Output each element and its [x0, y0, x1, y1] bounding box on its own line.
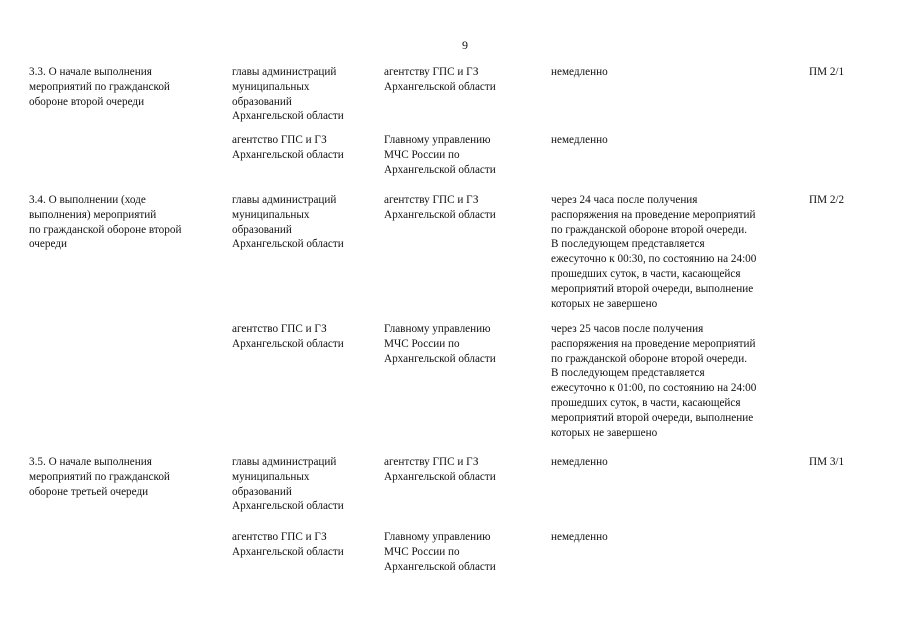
table-cell-event: 3.3. О начале выполнения мероприятий по гражданской обороне второй очереди	[29, 66, 170, 108]
table-cell-event: 3.4. О выполнении (ходе выполнения) мероприятий по гражданской обороне второй очереди	[29, 194, 182, 251]
table-cell-recipient: агентству ГПС и ГЗ Архангельской области	[384, 194, 496, 221]
table-cell-code: ПМ 2/1	[809, 66, 845, 78]
table-cell-deadline: немедленно	[551, 134, 608, 146]
table-cell-recipient: агентству ГПС и ГЗ Архангельской области	[384, 456, 496, 483]
table-cell-sender: главы администраций муниципальных образований Архангельской области	[232, 194, 344, 251]
table-cell-recipient: Главному управлению МЧС России по Архангельской области	[384, 323, 496, 365]
table-cell-deadline: через 24 часа после получения распоряжения на проведение мероприятий по гражданской обороне второй очереди. В последующем представляется ежесуточно к 00:30, по состоянию на 24:00 прошедших суток, в части, касающейся мероприятий второй очереди, выполнение которых не завершено	[551, 194, 757, 310]
table-cell-sender: агентство ГПС и ГЗ Архангельской области	[232, 134, 344, 161]
table-cell-code: ПМ 3/1	[809, 456, 845, 468]
table-cell-deadline: немедленно	[551, 531, 608, 543]
table-cell-event: 3.5. О начале выполнения мероприятий по гражданской обороне третьей очереди	[29, 456, 170, 498]
table-cell-sender: агентство ГПС и ГЗ Архангельской области	[232, 531, 344, 558]
table-cell-deadline: немедленно	[551, 66, 608, 78]
table-cell-sender: главы администраций муниципальных образований Архангельской области	[232, 456, 344, 513]
table-cell-recipient: агентству ГПС и ГЗ Архангельской области	[384, 66, 496, 93]
page-number: 9	[462, 38, 468, 52]
table-cell-recipient: Главному управлению МЧС России по Архангельской области	[384, 134, 496, 176]
table-cell-deadline: немедленно	[551, 456, 608, 468]
table-cell-code: ПМ 2/2	[809, 194, 845, 206]
table-cell-recipient: Главному управлению МЧС России по Архангельской области	[384, 531, 496, 573]
table-cell-deadline: через 25 часов после получения распоряжения на проведение мероприятий по гражданской обороне второй очереди. В последующем представляется ежесуточно к 01:00, по состоянию на 24:00 прошедших суток, в части, касающейся мероприятий второй очереди, выполнение которых не завершено	[551, 323, 757, 439]
table-cell-sender: агентство ГПС и ГЗ Архангельской области	[232, 323, 344, 350]
table-cell-sender: главы администраций муниципальных образований Архангельской области	[232, 66, 344, 123]
